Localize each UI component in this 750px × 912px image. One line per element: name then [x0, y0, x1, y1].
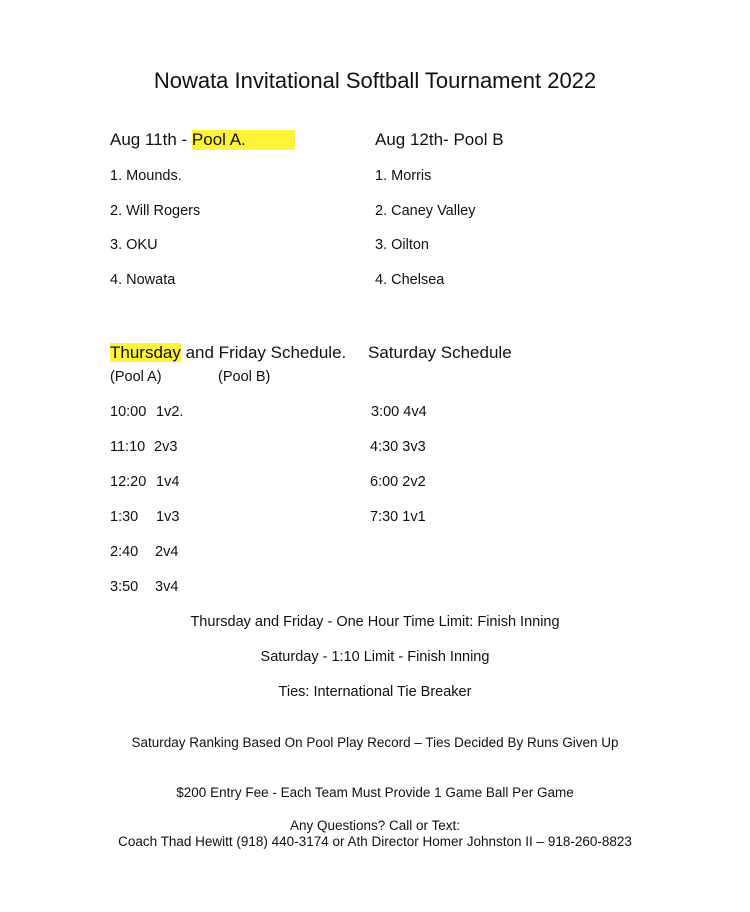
thu-fri-game-time: 10:00: [110, 404, 147, 420]
pool-a-team: 1. Mounds.: [110, 168, 182, 184]
thu-fri-heading: [110, 343, 346, 363]
contact-info: Coach Thad Hewitt (918) 440-3174 or Ath Director Homer Johnston II – 918-260-8823: [118, 834, 632, 849]
saturday-game: 4:30 3v3: [370, 439, 426, 455]
pool-b-heading: Aug 12th- Pool B: [375, 130, 504, 149]
thu-fri-game-time: 1:30: [110, 509, 139, 525]
thu-fri-game-match: 3v4: [155, 579, 179, 595]
saturday-game: 3:00 4v4: [371, 404, 427, 420]
pool-a-heading: [110, 130, 295, 150]
tie-breaker-note: Ties: International Tie Breaker: [278, 684, 472, 700]
saturday-game: 6:00 2v2: [370, 474, 426, 490]
time-limit-thu-fri: Thursday and Friday - One Hour Time Limit: Finish Inning: [190, 614, 560, 630]
saturday-game: 7:30 1v1: [370, 509, 426, 525]
thu-fri-game-time: 11:10: [110, 439, 146, 455]
pool-a-team: 2. Will Rogers: [110, 203, 201, 219]
thu-fri-game-match: 1v3: [156, 509, 180, 525]
pool-b-team: 4. Chelsea: [375, 272, 445, 288]
thu-fri-heading-rest: and Friday Schedule.: [180, 343, 347, 362]
thu-fri-game-time: 3:50: [110, 579, 139, 595]
pool-a-label: (Pool A): [110, 369, 162, 385]
ranking-note: Saturday Ranking Based On Pool Play Record – Ties Decided By Runs Given Up: [131, 735, 619, 750]
entry-fee-note: $200 Entry Fee - Each Team Must Provide 1 Game Ball Per Game: [176, 785, 574, 800]
questions-note: Any Questions? Call or Text:: [289, 818, 461, 833]
pool-a-team: 4. Nowata: [110, 272, 176, 288]
pool-b-team: 2. Caney Valley: [375, 203, 476, 219]
pool-b-label: (Pool B): [218, 369, 271, 385]
thu-fri-game-match: 1v4: [156, 474, 180, 490]
pool-a-heading-prefix: Aug 11th -: [110, 130, 192, 149]
pool-b-team: 1. Morris: [375, 168, 432, 184]
pool-a-heading-highlight: Pool A.: [192, 130, 295, 150]
thu-fri-game-match: 1v2.: [156, 404, 184, 420]
time-limit-saturday: Saturday - 1:10 Limit - Finish Inning: [260, 649, 490, 665]
thu-fri-game-time: 2:40: [110, 544, 139, 560]
pool-a-team: 3. OKU: [110, 237, 158, 253]
saturday-heading: Saturday Schedule: [368, 343, 512, 362]
thu-fri-game-match: 2v4: [155, 544, 179, 560]
page-title: Nowata Invitational Softball Tournament 2022: [153, 68, 597, 93]
pool-b-team: 3. Oilton: [375, 237, 429, 253]
thu-fri-heading-highlight: Thursday: [110, 343, 181, 362]
thu-fri-game-time: 12:20: [110, 474, 147, 490]
thu-fri-game-match: 2v3: [154, 439, 178, 455]
